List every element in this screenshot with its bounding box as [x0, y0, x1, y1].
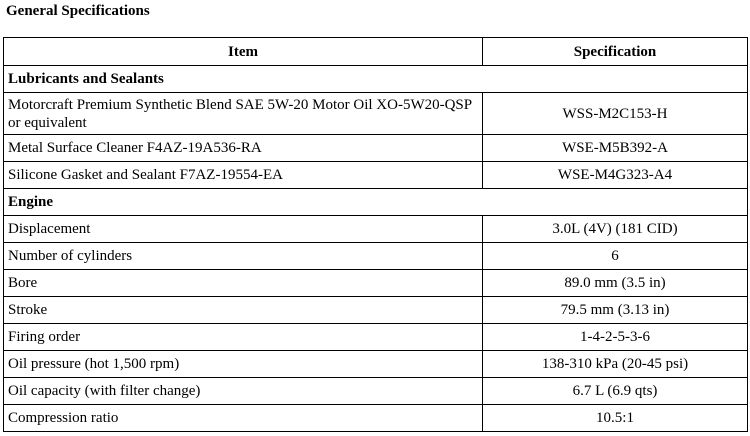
- specification-cell: 6.7 L (6.9 qts): [483, 378, 748, 405]
- item-cell: Firing order: [4, 324, 483, 351]
- table-row: [4, 378, 748, 405]
- item-cell: Bore: [4, 270, 483, 297]
- section-heading: Lubricants and Sealants: [4, 66, 748, 93]
- specification-cell: WSE-M4G323-A4: [483, 162, 748, 189]
- specification-cell: 79.5 mm (3.13 in): [483, 297, 748, 324]
- item-cell: Metal Surface Cleaner F4AZ-19A536-RA: [4, 135, 483, 162]
- table-row: [4, 297, 748, 324]
- specification-cell: 6: [483, 243, 748, 270]
- specifications-table: [3, 37, 748, 432]
- specification-cell: 89.0 mm (3.5 in): [483, 270, 748, 297]
- item-cell: Number of cylinders: [4, 243, 483, 270]
- item-cell: Oil capacity (with filter change): [4, 378, 483, 405]
- specification-cell: 1-4-2-5-3-6: [483, 324, 748, 351]
- item-cell: Oil pressure (hot 1,500 rpm): [4, 351, 483, 378]
- item-cell: Compression ratio: [4, 405, 483, 432]
- section-row-lubricants-and-sealants: [4, 66, 748, 93]
- table-row: [4, 270, 748, 297]
- table-header-row: [4, 38, 748, 66]
- table-row: [4, 93, 748, 135]
- specification-cell: 3.0L (4V) (181 CID): [483, 216, 748, 243]
- page-title: General Specifications: [6, 3, 150, 19]
- item-cell: Stroke: [4, 297, 483, 324]
- specification-cell: 10.5:1: [483, 405, 748, 432]
- column-header-item: Item: [4, 38, 483, 66]
- section-heading: Engine: [4, 189, 748, 216]
- table-row: [4, 324, 748, 351]
- section-row-engine: [4, 189, 748, 216]
- specification-cell: WSE-M5B392-A: [483, 135, 748, 162]
- table-row: [4, 405, 748, 432]
- table-row: [4, 135, 748, 162]
- column-header-specification: Specification: [483, 38, 748, 66]
- table-row: [4, 216, 748, 243]
- specification-cell: WSS-M2C153-H: [483, 93, 748, 135]
- table-row: [4, 243, 748, 270]
- item-cell: Motorcraft Premium Synthetic Blend SAE 5W-20 Motor Oil XO-5W20-QSP or equivalent: [4, 93, 483, 135]
- item-cell: Displacement: [4, 216, 483, 243]
- item-cell: Silicone Gasket and Sealant F7AZ-19554-EA: [4, 162, 483, 189]
- specification-cell: 138-310 kPa (20-45 psi): [483, 351, 748, 378]
- table-row: [4, 351, 748, 378]
- table-row: [4, 162, 748, 189]
